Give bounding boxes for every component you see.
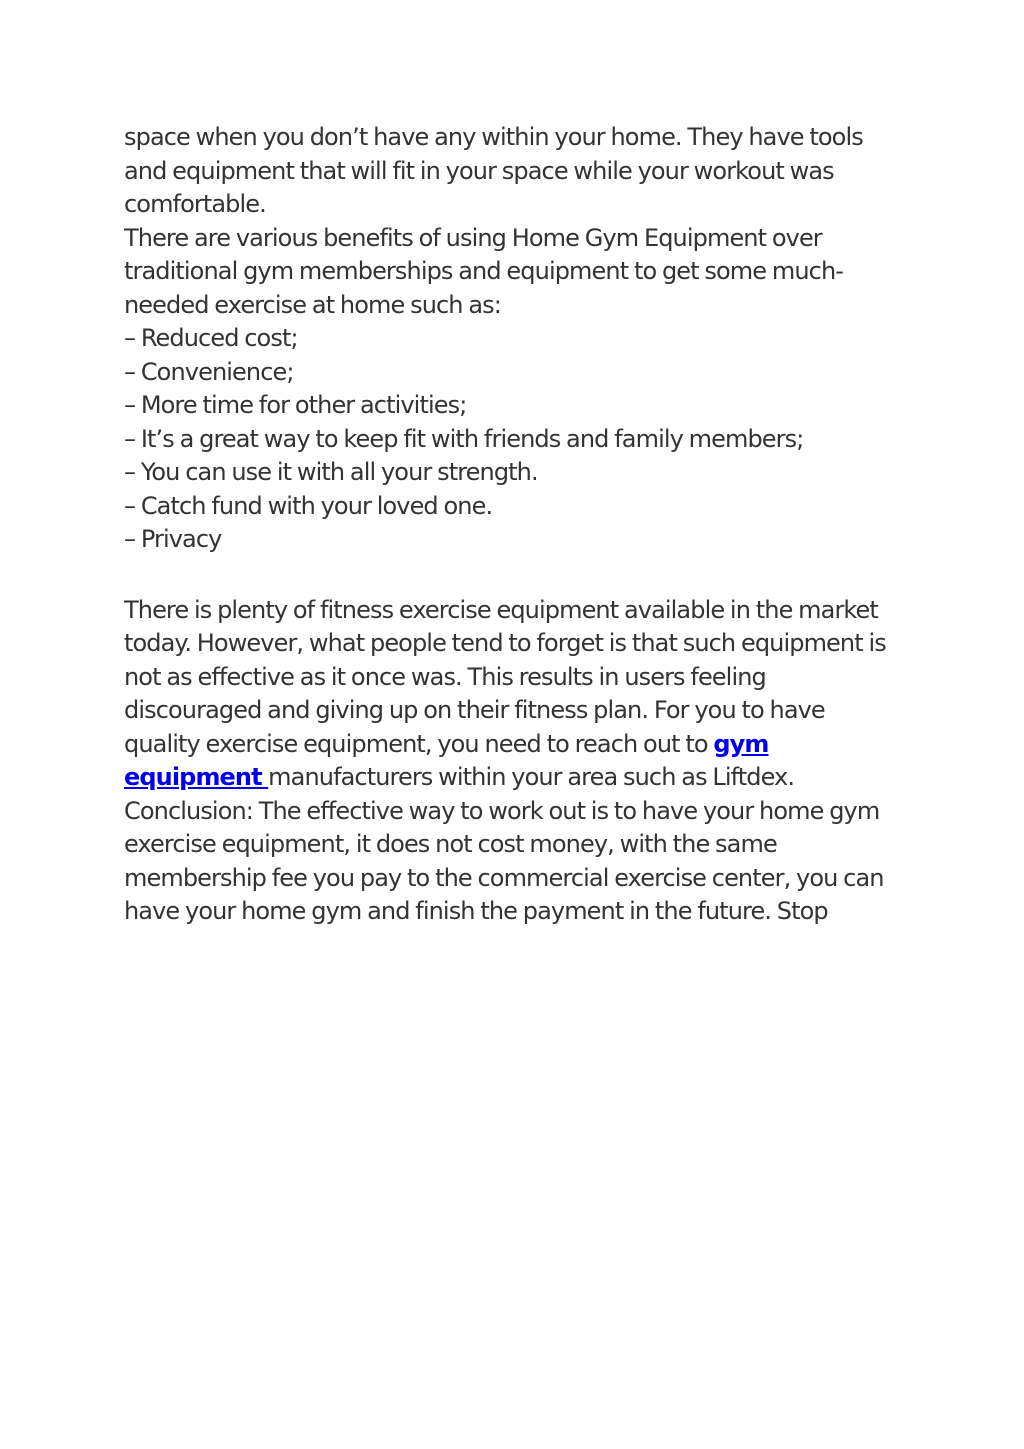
list-item: – Catch fund with your loved one.	[124, 491, 493, 520]
list-item: – Privacy	[124, 525, 222, 553]
document-page	[124, 121, 904, 929]
benefits-list	[124, 322, 904, 557]
list-item: – Convenience;	[124, 357, 294, 386]
list-item: – Reduced cost;	[124, 324, 298, 352]
intro-paragraph: space when you don’t have any within your home. They have tools and equipment that will fit in your space while your workout was comfortable.	[124, 123, 863, 218]
market-paragraph	[124, 594, 904, 795]
benefits-paragraph: There are various benefits of using Home Gym Equipment over traditional gym memberships and equipment to get some much-needed exercise at home such as:	[124, 223, 844, 319]
conclusion-paragraph: Conclusion: The effective way to work out is to have your home gym exercise equipment, it does not cost money, with the same membership fee you pay to the commercial exercise center, you can have your home gym and finish the payment in the future. Stop	[124, 796, 884, 925]
market-text-before-link: There is plenty of fitness exercise equipment available in the market today. However, what people tend to forget is that such equipment is not as effective as it once was. This results in users feeling discouraged and giving up on their fitness plan. For you to have quality exercise equipment, you need to reach out to	[124, 595, 886, 758]
list-item: – You can use it with all your strength.	[124, 458, 538, 486]
list-item: – More time for other activities;	[124, 391, 467, 419]
list-item: – It’s a great way to keep fit with friends and family members;	[124, 424, 804, 453]
gym-equipment-link[interactable]: gym equipment	[124, 729, 769, 791]
market-text-after-link: manufacturers within your area such as Liftdex.	[268, 763, 795, 791]
